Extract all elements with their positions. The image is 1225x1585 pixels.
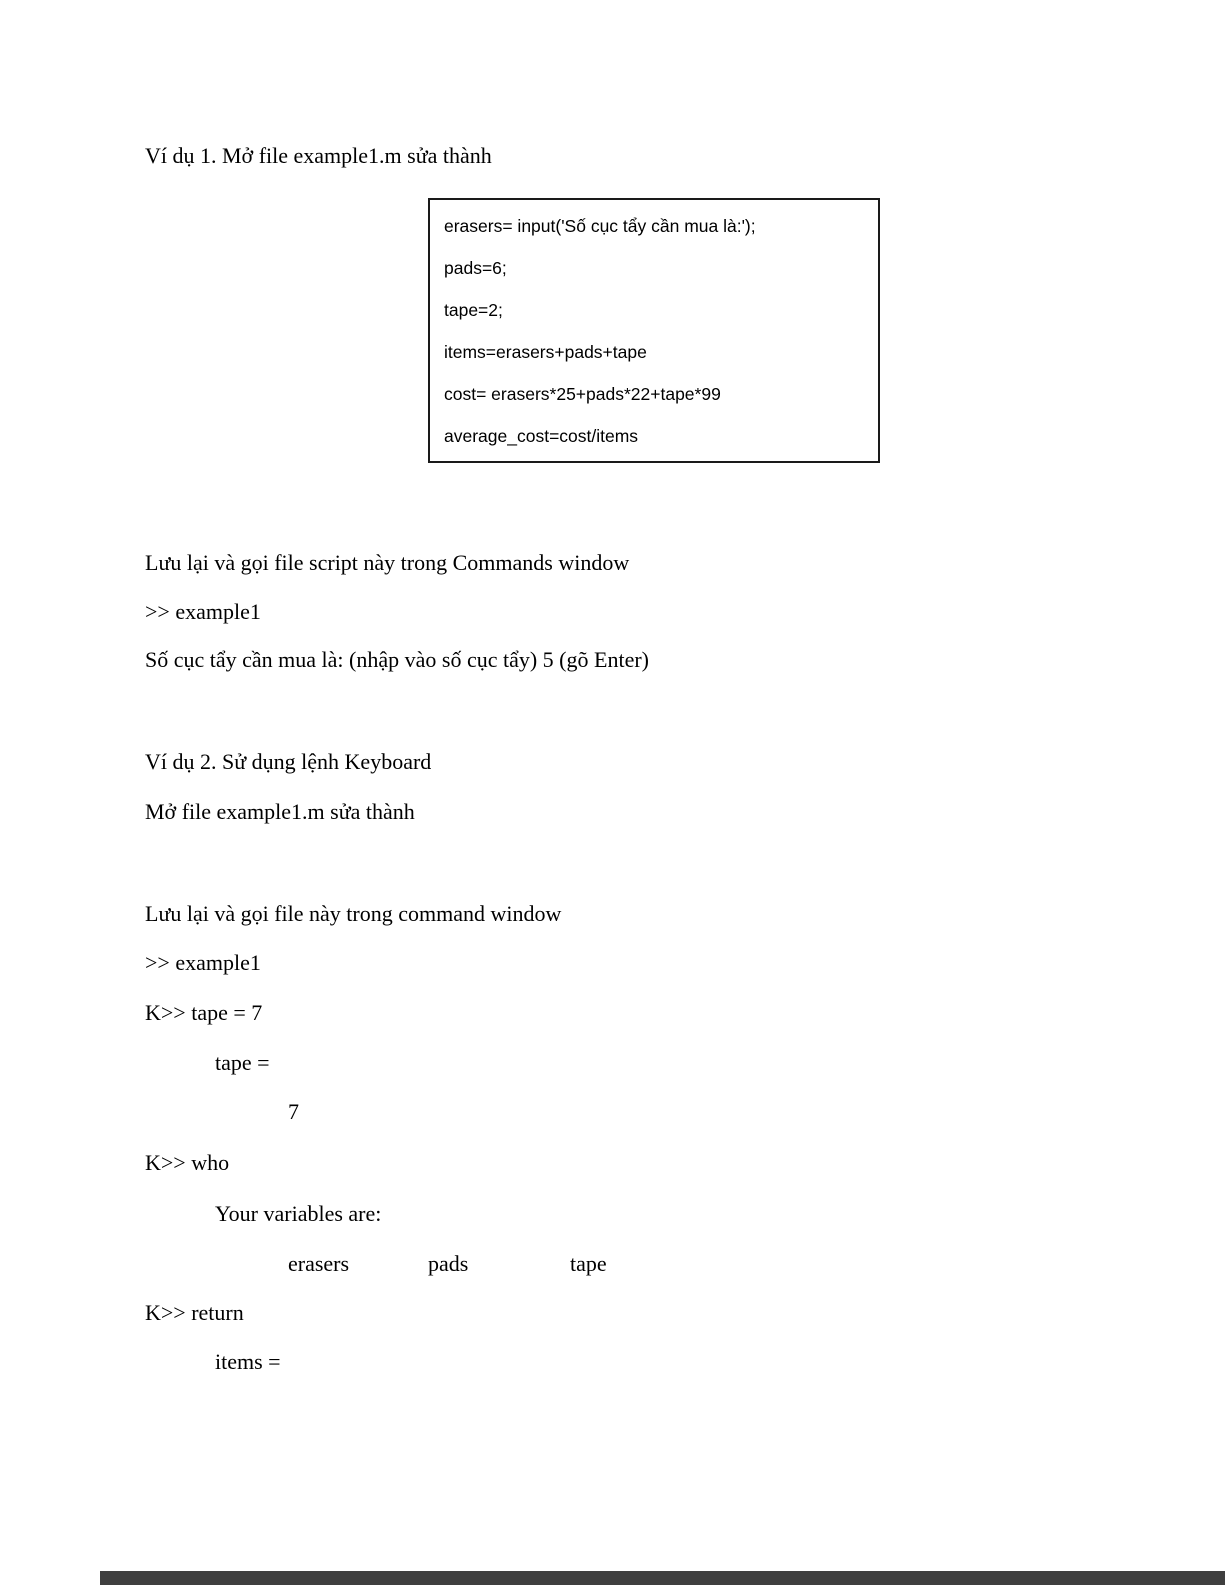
command-tape-line: K>> tape = 7	[145, 1000, 263, 1025]
output-items-label: items =	[215, 1349, 281, 1374]
code-box	[428, 198, 880, 463]
example2-heading: Ví dụ 2. Sử dụng lệnh Keyboard	[145, 749, 432, 774]
paragraph-input-prompt: Số cục tẩy cần mua là: (nhập vào số cục tẩy) 5 (gõ Enter)	[145, 647, 649, 672]
output-variables-list	[288, 1249, 607, 1279]
code-line: erasers= input('Số cục tẩy cần mua là:');	[444, 216, 756, 236]
output-variables-label: Your variables are:	[215, 1201, 382, 1226]
code-line: average_cost=cost/items	[444, 426, 639, 446]
paragraph-save-call: Lưu lại và gọi file này trong command window	[145, 901, 562, 926]
command-return-line: K>> return	[145, 1300, 244, 1325]
code-line: pads=6;	[444, 258, 507, 278]
paragraph-save-script: Lưu lại và gọi file script này trong Commands window	[145, 550, 630, 575]
code-line: cost= erasers*25+pads*22+tape*99	[444, 384, 721, 404]
code-line: tape=2;	[444, 300, 503, 320]
command-prompt-line: >> example1	[145, 950, 261, 975]
example1-heading: Ví dụ 1. Mở file example1.m sửa thành	[145, 143, 492, 168]
code-line: items=erasers+pads+tape	[444, 342, 647, 362]
variable-name: erasers	[288, 1251, 350, 1276]
paragraph-open-file: Mở file example1.m sửa thành	[145, 799, 415, 824]
output-tape-value: 7	[288, 1099, 299, 1124]
command-prompt-line: >> example1	[145, 599, 261, 624]
variable-name: pads	[428, 1251, 469, 1276]
variable-name: tape	[570, 1251, 607, 1276]
command-who-line: K>> who	[145, 1150, 230, 1175]
page-bottom-bar	[100, 1571, 1225, 1585]
output-tape-label: tape =	[215, 1050, 270, 1075]
